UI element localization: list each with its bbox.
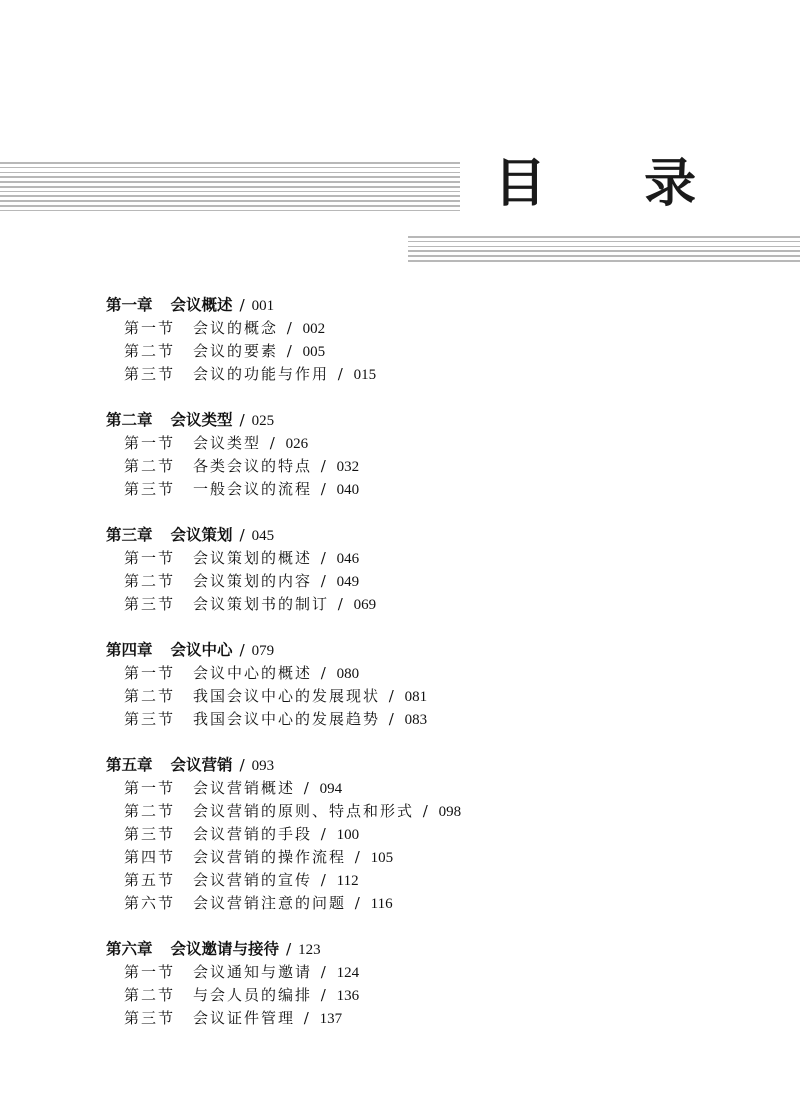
- separator: /: [314, 664, 335, 682]
- section-title: 会议证件管理: [193, 1009, 296, 1027]
- section-page: 112: [336, 873, 359, 889]
- section-page: 098: [438, 804, 462, 820]
- separator: /: [314, 480, 335, 498]
- chapter-page: 045: [251, 528, 275, 544]
- separator: /: [382, 687, 403, 705]
- separator: /: [297, 1009, 318, 1027]
- section-label: 第三节: [124, 365, 176, 383]
- separator: /: [234, 641, 250, 659]
- section-entry[interactable]: [106, 363, 766, 386]
- section-title: 会议营销的手段: [193, 825, 313, 843]
- separator: /: [348, 848, 369, 866]
- section-entry[interactable]: [106, 708, 766, 731]
- chapter-entry[interactable]: [106, 639, 766, 662]
- chapter-title: 会议类型: [170, 411, 233, 429]
- section-entry[interactable]: [106, 984, 766, 1007]
- section-title: 我国会议中心的发展现状: [193, 687, 381, 705]
- chapter-block: [106, 639, 766, 731]
- section-label: 第一节: [124, 434, 176, 452]
- section-label: 第一节: [124, 664, 176, 682]
- chapter-block: [106, 524, 766, 616]
- section-label: 第三节: [124, 1009, 176, 1027]
- chapter-page: 093: [251, 758, 275, 774]
- section-title: 会议策划书的制订: [193, 595, 330, 613]
- section-label: 第二节: [124, 687, 176, 705]
- section-title: 我国会议中心的发展趋势: [193, 710, 381, 728]
- section-page: 046: [336, 551, 360, 567]
- section-entry[interactable]: [106, 800, 766, 823]
- section-title: 会议类型: [193, 434, 262, 452]
- section-entry[interactable]: [106, 317, 766, 340]
- separator: /: [331, 595, 352, 613]
- section-title: 会议营销的宣传: [193, 871, 313, 889]
- section-entry[interactable]: [106, 547, 766, 570]
- separator: /: [314, 963, 335, 981]
- section-entry[interactable]: [106, 685, 766, 708]
- chapter-page: 025: [251, 413, 275, 429]
- decorative-lines-left: [0, 162, 460, 215]
- chapter-title: 会议中心: [170, 641, 233, 659]
- separator: /: [234, 526, 250, 544]
- chapter-label: 第五章: [106, 756, 153, 774]
- section-entry[interactable]: [106, 340, 766, 363]
- section-label: 第二节: [124, 572, 176, 590]
- section-page: 069: [353, 597, 377, 613]
- section-page: 032: [336, 459, 360, 475]
- section-page: 026: [285, 436, 309, 452]
- separator: /: [382, 710, 403, 728]
- section-entry[interactable]: [106, 1007, 766, 1030]
- separator: /: [314, 871, 335, 889]
- chapter-page: 123: [298, 942, 321, 958]
- section-label: 第二节: [124, 986, 176, 1004]
- section-title: 会议中心的概述: [193, 664, 313, 682]
- chapter-label: 第二章: [106, 411, 153, 429]
- section-page: 081: [404, 689, 428, 705]
- separator: /: [263, 434, 284, 452]
- section-title: 会议通知与邀请: [193, 963, 313, 981]
- section-title: 会议策划的内容: [193, 572, 313, 590]
- separator: /: [314, 825, 335, 843]
- chapter-page: 001: [251, 298, 275, 314]
- section-page: 105: [370, 850, 394, 866]
- chapter-entry[interactable]: [106, 409, 766, 432]
- decorative-lines-right: [408, 236, 800, 265]
- section-entry[interactable]: [106, 777, 766, 800]
- section-title: 会议营销注意的问题: [193, 894, 347, 912]
- separator: /: [280, 342, 301, 360]
- section-page: 137: [319, 1011, 343, 1027]
- section-entry[interactable]: [106, 961, 766, 984]
- separator: /: [331, 365, 352, 383]
- section-title: 会议的要素: [193, 342, 279, 360]
- section-title: 各类会议的特点: [193, 457, 313, 475]
- section-entry[interactable]: [106, 432, 766, 455]
- chapter-entry[interactable]: [106, 938, 766, 961]
- chapter-block: [106, 409, 766, 501]
- chapter-label: 第一章: [106, 296, 153, 314]
- section-label: 第六节: [124, 894, 176, 912]
- section-label: 第五节: [124, 871, 176, 889]
- separator: /: [314, 549, 335, 567]
- chapter-entry[interactable]: [106, 294, 766, 317]
- section-entry[interactable]: [106, 823, 766, 846]
- chapter-title: 会议营销: [170, 756, 233, 774]
- chapter-title: 会议邀请与接待: [170, 940, 280, 958]
- separator: /: [234, 756, 250, 774]
- page-title: 目 录: [494, 154, 737, 214]
- section-title: 一般会议的流程: [193, 480, 313, 498]
- section-title: 会议的功能与作用: [193, 365, 330, 383]
- chapter-entry[interactable]: [106, 754, 766, 777]
- chapter-page: 079: [251, 643, 275, 659]
- section-page: 136: [336, 988, 360, 1004]
- section-entry[interactable]: [106, 478, 766, 501]
- separator: /: [416, 802, 437, 820]
- section-label: 第一节: [124, 549, 176, 567]
- section-page: 040: [336, 482, 360, 498]
- section-title: 会议的概念: [193, 319, 279, 337]
- section-title: 会议营销的原则、特点和形式: [193, 802, 415, 820]
- section-entry[interactable]: [106, 455, 766, 478]
- section-entry[interactable]: [106, 869, 766, 892]
- separator: /: [348, 894, 369, 912]
- separator: /: [234, 411, 250, 429]
- separator: /: [281, 940, 297, 958]
- section-page: 002: [302, 321, 326, 337]
- section-label: 第二节: [124, 457, 176, 475]
- section-entry[interactable]: [106, 662, 766, 685]
- section-entry[interactable]: [106, 570, 766, 593]
- chapter-entry[interactable]: [106, 524, 766, 547]
- chapter-label: 第三章: [106, 526, 153, 544]
- section-entry[interactable]: [106, 593, 766, 616]
- chapter-block: [106, 294, 766, 386]
- section-page: 015: [353, 367, 377, 383]
- section-page: 100: [336, 827, 360, 843]
- section-page: 080: [336, 666, 360, 682]
- chapter-title: 会议概述: [170, 296, 233, 314]
- separator: /: [280, 319, 301, 337]
- separator: /: [297, 779, 318, 797]
- chapter-title: 会议策划: [170, 526, 233, 544]
- section-label: 第一节: [124, 963, 176, 981]
- section-label: 第四节: [124, 848, 176, 866]
- chapter-label: 第四章: [106, 641, 153, 659]
- separator: /: [234, 296, 250, 314]
- section-entry[interactable]: [106, 892, 766, 915]
- section-label: 第三节: [124, 710, 176, 728]
- section-label: 第一节: [124, 319, 176, 337]
- section-page: 094: [319, 781, 343, 797]
- section-page: 005: [302, 344, 326, 360]
- section-title: 与会人员的编排: [193, 986, 313, 1004]
- section-title: 会议策划的概述: [193, 549, 313, 567]
- section-entry[interactable]: [106, 846, 766, 869]
- separator: /: [314, 572, 335, 590]
- chapter-block: [106, 938, 766, 1030]
- chapter-label: 第六章: [106, 940, 153, 958]
- section-page: 083: [404, 712, 428, 728]
- section-page: 049: [336, 574, 360, 590]
- separator: /: [314, 986, 335, 1004]
- section-label: 第二节: [124, 342, 176, 360]
- section-title: 会议营销概述: [193, 779, 296, 797]
- section-title: 会议营销的操作流程: [193, 848, 347, 866]
- section-label: 第二节: [124, 802, 176, 820]
- separator: /: [314, 457, 335, 475]
- section-page: 124: [336, 965, 360, 981]
- section-label: 第三节: [124, 480, 176, 498]
- section-page: 116: [370, 896, 393, 912]
- section-label: 第三节: [124, 825, 176, 843]
- section-label: 第三节: [124, 595, 176, 613]
- section-label: 第一节: [124, 779, 176, 797]
- chapter-block: [106, 754, 766, 915]
- table-of-contents: [106, 294, 766, 1053]
